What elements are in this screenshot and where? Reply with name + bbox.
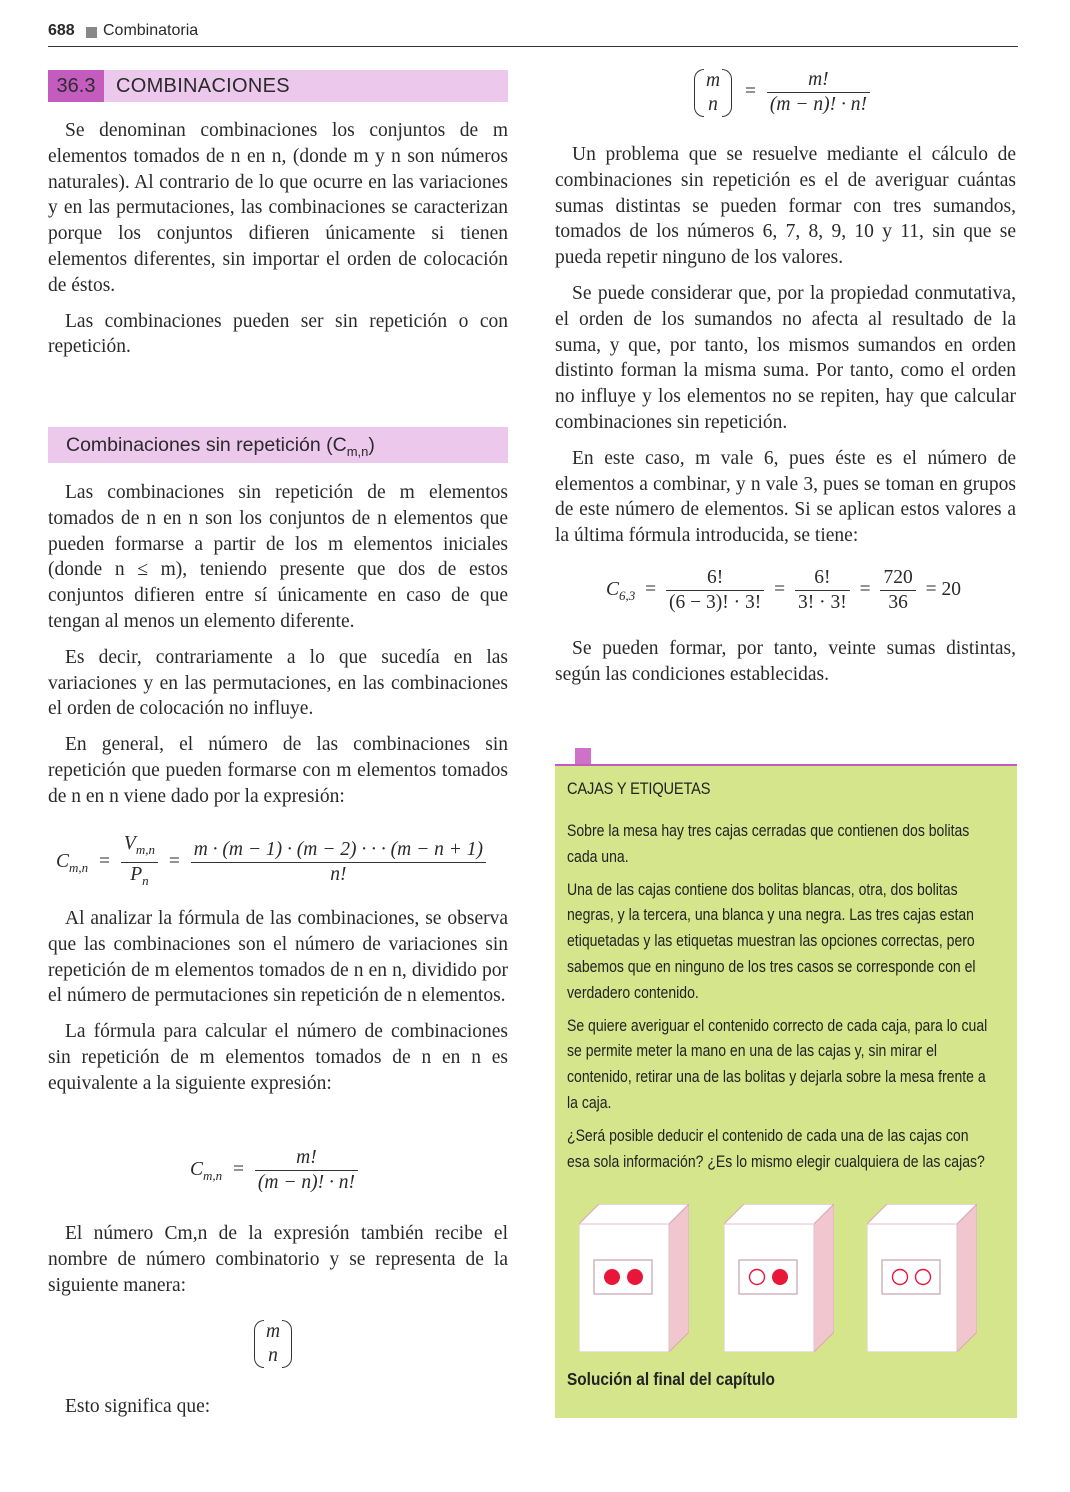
- subsection-close: ): [368, 434, 375, 456]
- formula-binomial-definition: [692, 68, 870, 117]
- paragraph: Se pueden formar, por tanto, veinte sumas distintas, según las condiciones establecidas.: [555, 638, 1016, 685]
- formula-combinations-general: [56, 832, 486, 893]
- formula-subscript: 6,3: [619, 587, 636, 603]
- numerator: 720: [880, 566, 915, 591]
- box-paragraph: Sobre la mesa hay tres cajas cerradas que contienen dos bolitas cada una.: [567, 822, 970, 866]
- box-illustration-1: [579, 1204, 689, 1352]
- page-number: 688: [48, 22, 75, 39]
- section-heading: [48, 70, 508, 102]
- equals-sign: =: [168, 850, 180, 872]
- section-title: COMBINACIONES: [116, 75, 290, 97]
- fraction: [191, 838, 486, 887]
- binomial-top: m: [266, 1321, 281, 1342]
- numerator: V: [123, 833, 136, 854]
- left-column-5: [48, 1394, 508, 1430]
- box-paragraph: Se quiere averiguar el contenido correcto de cada caja, para lo cual se permite meter la mano en una de las cajas y, sin mirar el contenido, retirar una de las bolitas y dejarla sobre la mesa frente a la caja.: [567, 1016, 988, 1112]
- binomial-top: m: [706, 69, 721, 91]
- formula-subscript: m,n: [203, 1167, 223, 1183]
- denominator: (m − n)! · n!: [769, 94, 867, 115]
- denominator: 36: [888, 592, 908, 613]
- numerator: 6!: [795, 566, 850, 591]
- solution-note: Solución al final del capítulo: [567, 1369, 775, 1389]
- box-marker-square: [575, 748, 591, 764]
- paragraph: Las combinaciones sin repetición de m elementos tomados de n en n son los conjuntos de n elementos que pueden formarse a partir de los m elementos iniciales (donde n ≤ m), teniendo presente que dos de estos conjuntos difieren entre sí únicamente en caso de que tengan al menos un elemento diferente.: [48, 482, 508, 632]
- fraction: [255, 1146, 358, 1195]
- subsection-title: Combinaciones sin repetición (C: [66, 434, 347, 456]
- denominator: P: [130, 863, 143, 885]
- denominator: (6 − 3)! · 3!: [669, 592, 762, 613]
- subscript: n: [142, 872, 149, 888]
- denominator: n!: [330, 863, 347, 885]
- subscript: m,n: [135, 841, 155, 857]
- paragraph: Un problema que se resuelve mediante el cálculo de combinaciones sin repetición es el de averiguar cuántas sumas distintas se pueden formar con tres sumandos, tomados de los números 6, 7, 8, 9, 10 y 11, sin que se pueda repetir ninguno de los valores.: [555, 144, 1016, 269]
- fraction: [795, 566, 850, 615]
- section-number: 36.3: [48, 70, 104, 102]
- paragraph: Esto significa que:: [65, 1396, 211, 1417]
- numerator: 6!: [666, 566, 764, 591]
- binomial-bottom: n: [708, 93, 718, 115]
- paragraph: En general, el número de las combinaciones sin repetición que pueden formarse con m elementos tomados de n en n viene dado por la expresión:: [48, 734, 508, 807]
- fraction: [880, 566, 915, 615]
- paragraph: Se puede considerar que, por la propiedad conmutativa, el orden de los sumandos no afecta al resultado de la suma, y que, por tanto, los mismos sumandos en orden distinto forman la misma suma. Por tanto, como el orden no influye y los elementos no se repiten, hay que calcular combinaciones sin repetición.: [555, 282, 1016, 433]
- right-column: [555, 142, 1016, 559]
- box-body: [567, 819, 992, 1182]
- white-ball-icon: [916, 1270, 931, 1285]
- fraction: [121, 832, 158, 893]
- formula-combinations-factorial: [190, 1146, 358, 1195]
- box-paragraph: Una de las cajas contiene dos bolitas blancas, otra, dos bolitas negras, y la tercera, una blanca y una negra. Las tres cajas estan etiquetadas y las etiquetas muestran las opciones correctas, pero sabemos que en ninguno de los tres casos se corresponde con el verdadero contenido.: [567, 880, 976, 1002]
- numerator: m!: [767, 68, 870, 93]
- equals-sign: =: [744, 80, 756, 102]
- puzzle-box: [555, 764, 1017, 1418]
- red-ball-icon: [772, 1269, 788, 1285]
- header-square-icon: [86, 27, 97, 38]
- left-column-3: [48, 906, 508, 1107]
- paragraph: El número Cm,n de la expresión también recibe el nombre de número combinatorio y se representa de la siguiente manera:: [48, 1223, 508, 1296]
- result: = 20: [925, 578, 961, 600]
- equals-sign: =: [99, 850, 111, 872]
- paragraph: La fórmula para calcular el número de combinaciones sin repetición de m elementos tomados de n en n es equivalente a la siguiente expresión:: [48, 1021, 508, 1094]
- fraction: [767, 68, 870, 117]
- paragraph: Se denominan combinaciones los conjuntos de m elementos tomados de n en n, (donde m y n son números naturales). Al contrario de lo que ocurre en las variaciones y en las permutaciones, las combinaciones se caracterizan porque los conjuntos difieren únicamente si tienen elementos diferentes, sin importar el orden de colocación de éstos.: [48, 120, 508, 296]
- formula-symbol: C: [190, 1158, 204, 1180]
- binomial-coefficient: [252, 1320, 294, 1368]
- formula-c63: [606, 566, 961, 615]
- paragraph: Las combinaciones pueden ser sin repetición o con repetición.: [48, 310, 508, 358]
- denominator: 3! · 3!: [797, 592, 847, 613]
- box-illustration-3: [867, 1204, 977, 1352]
- subsection-heading: [48, 427, 508, 463]
- denominator: (m − n)! · n!: [257, 1172, 355, 1193]
- binomial-bottom: n: [268, 1345, 278, 1366]
- numerator: m!: [255, 1146, 358, 1171]
- white-ball-icon: [893, 1270, 908, 1285]
- subsection-subscript: m,n: [346, 443, 369, 459]
- numerator: m · (m − 1) · (m − 2) · · · (m − n + 1): [191, 838, 486, 863]
- chapter-title: Combinatoria: [103, 22, 199, 39]
- left-column-4: [48, 1221, 508, 1308]
- fraction: [666, 566, 764, 615]
- left-column: [48, 118, 508, 370]
- formula-subscript: m,n: [69, 859, 89, 875]
- paragraph: Es decir, contrariamente a lo que sucedía en las variaciones y en las permutaciones, en las combinaciones el orden de colocación no influye.: [48, 646, 508, 720]
- left-column-2: [48, 480, 508, 820]
- red-ball-icon: [627, 1269, 643, 1285]
- equals-sign: =: [859, 578, 871, 600]
- equals-sign: =: [774, 578, 786, 600]
- red-ball-icon: [604, 1269, 620, 1285]
- formula-symbol: C: [56, 850, 70, 872]
- right-column-2: [555, 636, 1016, 698]
- box-top-rule: [555, 764, 1017, 766]
- paragraph: Al analizar la fórmula de las combinaciones, se observa que las combinaciones son el número de variaciones sin repetición de m elementos tomados de n en n, dividido por el número de permutaciones sin repetición de n elementos.: [48, 908, 508, 1007]
- page-header: [48, 20, 1018, 47]
- box-title: CAJAS Y ETIQUETAS: [567, 779, 711, 798]
- paragraph: En este caso, m vale 6, pues éste es el número de elementos a combinar, y n vale 3, pues se toman en grupos de este número de elementos. Si se aplican estos valores a la última fórmula introducida, se tiene:: [555, 447, 1016, 547]
- white-ball-icon: [750, 1270, 765, 1285]
- box-paragraph: ¿Será posible deducir el contenido de cada una de las cajas con esa sola información? ¿Es lo mismo elegir cualquiera de las cajas?: [567, 1126, 985, 1171]
- equals-sign: =: [233, 1158, 245, 1180]
- box-illustration-2: [724, 1204, 834, 1352]
- formula-symbol: C: [606, 578, 620, 600]
- equals-sign: =: [645, 578, 657, 600]
